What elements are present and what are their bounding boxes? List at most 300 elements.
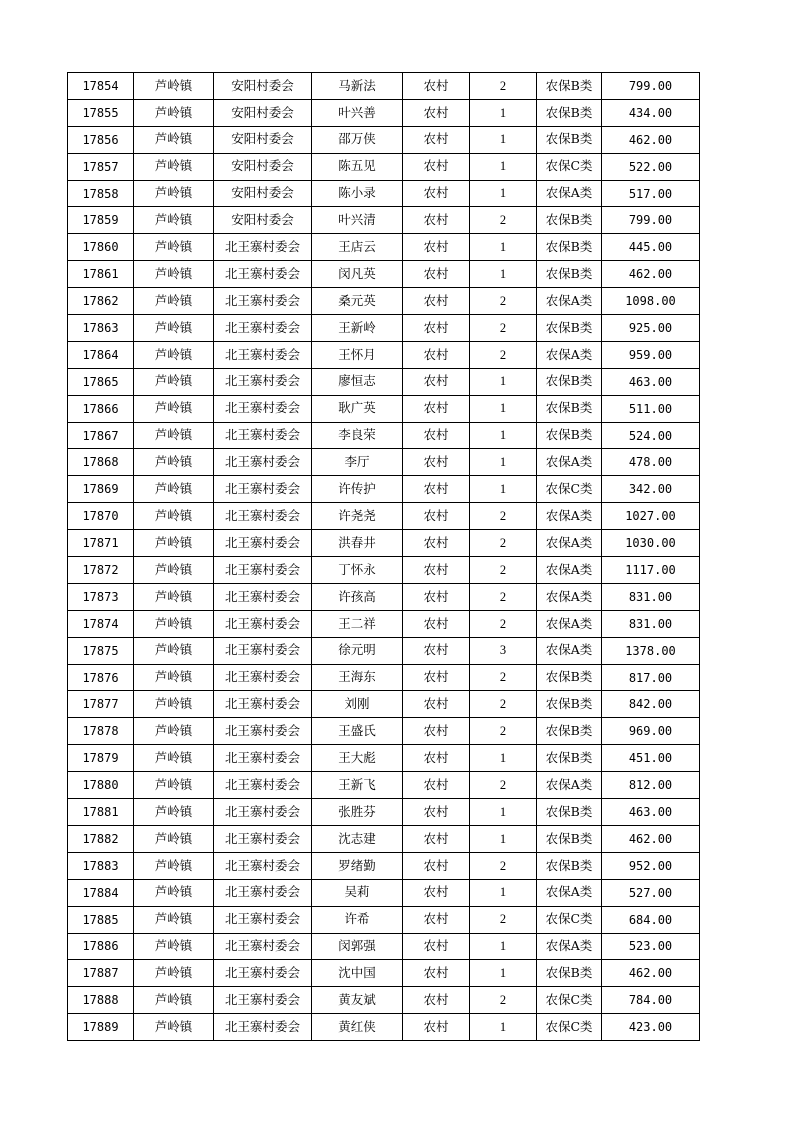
area-type-cell: 农村 [403, 153, 470, 180]
area-type-cell: 农村 [403, 960, 470, 987]
village-committee-cell: 北王寨村委会 [214, 772, 312, 799]
village-committee-cell: 北王寨村委会 [214, 691, 312, 718]
record-id-cell: 17869 [68, 476, 134, 503]
area-type-cell: 农村 [403, 180, 470, 207]
record-id-cell: 17861 [68, 261, 134, 288]
record-id-cell: 17859 [68, 207, 134, 234]
table-row [68, 261, 700, 288]
village-committee-cell: 安阳村委会 [214, 207, 312, 234]
town-cell: 芦岭镇 [134, 718, 214, 745]
household-count-cell: 2 [470, 557, 537, 584]
table-row [68, 772, 700, 799]
area-type-cell: 农村 [403, 1014, 470, 1041]
insurance-category-cell: 农保A类 [537, 341, 602, 368]
household-count-cell: 1 [470, 1014, 537, 1041]
household-count-cell: 2 [470, 530, 537, 557]
household-count-cell: 1 [470, 395, 537, 422]
insurance-category-cell: 农保B类 [537, 395, 602, 422]
insurance-category-cell: 农保B类 [537, 261, 602, 288]
household-count-cell: 1 [470, 153, 537, 180]
amount-cell: 1030.00 [602, 530, 700, 557]
amount-cell: 831.00 [602, 610, 700, 637]
table-row [68, 637, 700, 664]
person-name-cell: 王大彪 [312, 745, 403, 772]
village-committee-cell: 北王寨村委会 [214, 557, 312, 584]
household-count-cell: 2 [470, 718, 537, 745]
record-id-cell: 17876 [68, 664, 134, 691]
record-id-cell: 17858 [68, 180, 134, 207]
insurance-category-cell: 农保B类 [537, 315, 602, 342]
village-committee-cell: 北王寨村委会 [214, 745, 312, 772]
amount-cell: 445.00 [602, 234, 700, 261]
village-committee-cell: 北王寨村委会 [214, 288, 312, 315]
household-count-cell: 2 [470, 852, 537, 879]
table-row [68, 395, 700, 422]
insurance-category-cell: 农保C类 [537, 476, 602, 503]
area-type-cell: 农村 [403, 557, 470, 584]
record-id-cell: 17863 [68, 315, 134, 342]
area-type-cell: 农村 [403, 745, 470, 772]
amount-cell: 423.00 [602, 1014, 700, 1041]
area-type-cell: 农村 [403, 341, 470, 368]
household-count-cell: 1 [470, 799, 537, 826]
table-row [68, 825, 700, 852]
records-body [68, 73, 700, 1041]
town-cell: 芦岭镇 [134, 476, 214, 503]
area-type-cell: 农村 [403, 879, 470, 906]
table-row [68, 234, 700, 261]
household-count-cell: 2 [470, 503, 537, 530]
town-cell: 芦岭镇 [134, 341, 214, 368]
person-name-cell: 罗绪勤 [312, 852, 403, 879]
amount-cell: 1027.00 [602, 503, 700, 530]
table-row [68, 126, 700, 153]
person-name-cell: 叶兴善 [312, 99, 403, 126]
village-committee-cell: 北王寨村委会 [214, 933, 312, 960]
table-row [68, 207, 700, 234]
insurance-category-cell: 农保A类 [537, 503, 602, 530]
insurance-category-cell: 农保B类 [537, 99, 602, 126]
person-name-cell: 桑元英 [312, 288, 403, 315]
record-id-cell: 17880 [68, 772, 134, 799]
area-type-cell: 农村 [403, 691, 470, 718]
household-count-cell: 1 [470, 368, 537, 395]
household-count-cell: 1 [470, 745, 537, 772]
record-id-cell: 17889 [68, 1014, 134, 1041]
record-id-cell: 17868 [68, 449, 134, 476]
village-committee-cell: 北王寨村委会 [214, 503, 312, 530]
insurance-category-cell: 农保B类 [537, 852, 602, 879]
village-committee-cell: 北王寨村委会 [214, 960, 312, 987]
record-id-cell: 17874 [68, 610, 134, 637]
table-row [68, 315, 700, 342]
area-type-cell: 农村 [403, 288, 470, 315]
area-type-cell: 农村 [403, 315, 470, 342]
area-type-cell: 农村 [403, 906, 470, 933]
insurance-category-cell: 农保B类 [537, 691, 602, 718]
insurance-category-cell: 农保A类 [537, 530, 602, 557]
town-cell: 芦岭镇 [134, 99, 214, 126]
town-cell: 芦岭镇 [134, 530, 214, 557]
town-cell: 芦岭镇 [134, 449, 214, 476]
insurance-category-cell: 农保B类 [537, 960, 602, 987]
household-count-cell: 2 [470, 207, 537, 234]
area-type-cell: 农村 [403, 207, 470, 234]
record-id-cell: 17881 [68, 799, 134, 826]
record-id-cell: 17878 [68, 718, 134, 745]
insurance-category-cell: 农保C类 [537, 1014, 602, 1041]
household-count-cell: 1 [470, 933, 537, 960]
household-count-cell: 2 [470, 906, 537, 933]
area-type-cell: 农村 [403, 503, 470, 530]
town-cell: 芦岭镇 [134, 610, 214, 637]
amount-cell: 434.00 [602, 99, 700, 126]
person-name-cell: 王怀月 [312, 341, 403, 368]
person-name-cell: 吴莉 [312, 879, 403, 906]
record-id-cell: 17879 [68, 745, 134, 772]
town-cell: 芦岭镇 [134, 422, 214, 449]
table-row [68, 503, 700, 530]
table-row [68, 664, 700, 691]
town-cell: 芦岭镇 [134, 825, 214, 852]
amount-cell: 523.00 [602, 933, 700, 960]
record-id-cell: 17864 [68, 341, 134, 368]
village-committee-cell: 北王寨村委会 [214, 852, 312, 879]
village-committee-cell: 北王寨村委会 [214, 368, 312, 395]
town-cell: 芦岭镇 [134, 234, 214, 261]
household-count-cell: 1 [470, 422, 537, 449]
person-name-cell: 张胜芬 [312, 799, 403, 826]
amount-cell: 1378.00 [602, 637, 700, 664]
village-committee-cell: 北王寨村委会 [214, 906, 312, 933]
person-name-cell: 廖恒志 [312, 368, 403, 395]
insurance-category-cell: 农保B类 [537, 234, 602, 261]
table-row [68, 933, 700, 960]
person-name-cell: 闵凡英 [312, 261, 403, 288]
area-type-cell: 农村 [403, 799, 470, 826]
town-cell: 芦岭镇 [134, 503, 214, 530]
table-row [68, 449, 700, 476]
table-row [68, 799, 700, 826]
town-cell: 芦岭镇 [134, 207, 214, 234]
table-row [68, 288, 700, 315]
record-id-cell: 17871 [68, 530, 134, 557]
amount-cell: 462.00 [602, 126, 700, 153]
person-name-cell: 王新飞 [312, 772, 403, 799]
insurance-category-cell: 农保A类 [537, 557, 602, 584]
village-committee-cell: 北王寨村委会 [214, 476, 312, 503]
insurance-category-cell: 农保C类 [537, 987, 602, 1014]
household-count-cell: 2 [470, 315, 537, 342]
area-type-cell: 农村 [403, 261, 470, 288]
area-type-cell: 农村 [403, 825, 470, 852]
table-row [68, 99, 700, 126]
amount-cell: 462.00 [602, 825, 700, 852]
village-committee-cell: 北王寨村委会 [214, 422, 312, 449]
person-name-cell: 闵郭强 [312, 933, 403, 960]
table-row [68, 153, 700, 180]
amount-cell: 925.00 [602, 315, 700, 342]
town-cell: 芦岭镇 [134, 368, 214, 395]
insurance-category-cell: 农保C类 [537, 153, 602, 180]
record-id-cell: 17886 [68, 933, 134, 960]
household-count-cell: 2 [470, 987, 537, 1014]
area-type-cell: 农村 [403, 610, 470, 637]
area-type-cell: 农村 [403, 852, 470, 879]
area-type-cell: 农村 [403, 664, 470, 691]
insurance-category-cell: 农保B类 [537, 825, 602, 852]
village-committee-cell: 北王寨村委会 [214, 825, 312, 852]
household-count-cell: 2 [470, 664, 537, 691]
person-name-cell: 黄红侠 [312, 1014, 403, 1041]
person-name-cell: 许尧尧 [312, 503, 403, 530]
amount-cell: 342.00 [602, 476, 700, 503]
amount-cell: 959.00 [602, 341, 700, 368]
person-name-cell: 许希 [312, 906, 403, 933]
area-type-cell: 农村 [403, 637, 470, 664]
insurance-category-cell: 农保A类 [537, 288, 602, 315]
insurance-category-cell: 农保A类 [537, 879, 602, 906]
record-id-cell: 17888 [68, 987, 134, 1014]
village-committee-cell: 北王寨村委会 [214, 1014, 312, 1041]
household-count-cell: 1 [470, 99, 537, 126]
village-committee-cell: 北王寨村委会 [214, 315, 312, 342]
record-id-cell: 17867 [68, 422, 134, 449]
town-cell: 芦岭镇 [134, 906, 214, 933]
record-id-cell: 17883 [68, 852, 134, 879]
insurance-category-cell: 农保B类 [537, 745, 602, 772]
person-name-cell: 黄友斌 [312, 987, 403, 1014]
person-name-cell: 王新岭 [312, 315, 403, 342]
amount-cell: 462.00 [602, 261, 700, 288]
area-type-cell: 农村 [403, 368, 470, 395]
area-type-cell: 农村 [403, 126, 470, 153]
area-type-cell: 农村 [403, 933, 470, 960]
amount-cell: 527.00 [602, 879, 700, 906]
household-count-cell: 2 [470, 691, 537, 718]
insurance-category-cell: 农保B类 [537, 422, 602, 449]
village-committee-cell: 北王寨村委会 [214, 637, 312, 664]
person-name-cell: 洪春井 [312, 530, 403, 557]
amount-cell: 817.00 [602, 664, 700, 691]
town-cell: 芦岭镇 [134, 395, 214, 422]
town-cell: 芦岭镇 [134, 691, 214, 718]
insurance-category-cell: 农保A类 [537, 583, 602, 610]
table-row [68, 530, 700, 557]
area-type-cell: 农村 [403, 530, 470, 557]
insurance-category-cell: 农保B类 [537, 664, 602, 691]
person-name-cell: 沈中国 [312, 960, 403, 987]
record-id-cell: 17860 [68, 234, 134, 261]
table-row [68, 745, 700, 772]
town-cell: 芦岭镇 [134, 583, 214, 610]
amount-cell: 952.00 [602, 852, 700, 879]
area-type-cell: 农村 [403, 583, 470, 610]
town-cell: 芦岭镇 [134, 637, 214, 664]
person-name-cell: 徐元明 [312, 637, 403, 664]
village-committee-cell: 安阳村委会 [214, 153, 312, 180]
amount-cell: 842.00 [602, 691, 700, 718]
table-row [68, 368, 700, 395]
insurance-category-cell: 农保B类 [537, 73, 602, 100]
insurance-category-cell: 农保B类 [537, 126, 602, 153]
table-row [68, 1014, 700, 1041]
table-row [68, 422, 700, 449]
insurance-category-cell: 农保A类 [537, 610, 602, 637]
amount-cell: 1117.00 [602, 557, 700, 584]
household-count-cell: 1 [470, 234, 537, 261]
person-name-cell: 丁怀永 [312, 557, 403, 584]
insurance-category-cell: 农保B类 [537, 207, 602, 234]
person-name-cell: 王海东 [312, 664, 403, 691]
record-id-cell: 17877 [68, 691, 134, 718]
person-name-cell: 陈小录 [312, 180, 403, 207]
household-count-cell: 2 [470, 288, 537, 315]
town-cell: 芦岭镇 [134, 664, 214, 691]
town-cell: 芦岭镇 [134, 772, 214, 799]
table-row [68, 557, 700, 584]
household-count-cell: 1 [470, 825, 537, 852]
table-row [68, 73, 700, 100]
village-committee-cell: 北王寨村委会 [214, 610, 312, 637]
table-row [68, 691, 700, 718]
record-id-cell: 17866 [68, 395, 134, 422]
household-count-cell: 2 [470, 73, 537, 100]
record-id-cell: 17870 [68, 503, 134, 530]
household-count-cell: 1 [470, 261, 537, 288]
amount-cell: 462.00 [602, 960, 700, 987]
village-committee-cell: 北王寨村委会 [214, 718, 312, 745]
town-cell: 芦岭镇 [134, 960, 214, 987]
amount-cell: 478.00 [602, 449, 700, 476]
person-name-cell: 邵万侠 [312, 126, 403, 153]
person-name-cell: 李良荣 [312, 422, 403, 449]
table-row [68, 960, 700, 987]
person-name-cell: 王二祥 [312, 610, 403, 637]
records-table [67, 72, 700, 1041]
insurance-category-cell: 农保B类 [537, 718, 602, 745]
town-cell: 芦岭镇 [134, 73, 214, 100]
amount-cell: 451.00 [602, 745, 700, 772]
area-type-cell: 农村 [403, 395, 470, 422]
insurance-category-cell: 农保A类 [537, 449, 602, 476]
record-id-cell: 17885 [68, 906, 134, 933]
table-row [68, 583, 700, 610]
area-type-cell: 农村 [403, 422, 470, 449]
amount-cell: 511.00 [602, 395, 700, 422]
person-name-cell: 许孩高 [312, 583, 403, 610]
household-count-cell: 2 [470, 610, 537, 637]
person-name-cell: 陈五见 [312, 153, 403, 180]
table-row [68, 476, 700, 503]
town-cell: 芦岭镇 [134, 557, 214, 584]
town-cell: 芦岭镇 [134, 153, 214, 180]
record-id-cell: 17872 [68, 557, 134, 584]
amount-cell: 831.00 [602, 583, 700, 610]
record-id-cell: 17875 [68, 637, 134, 664]
person-name-cell: 许传护 [312, 476, 403, 503]
village-committee-cell: 北王寨村委会 [214, 583, 312, 610]
household-count-cell: 1 [470, 180, 537, 207]
town-cell: 芦岭镇 [134, 987, 214, 1014]
record-id-cell: 17854 [68, 73, 134, 100]
town-cell: 芦岭镇 [134, 1014, 214, 1041]
town-cell: 芦岭镇 [134, 933, 214, 960]
town-cell: 芦岭镇 [134, 126, 214, 153]
village-committee-cell: 北王寨村委会 [214, 449, 312, 476]
insurance-category-cell: 农保A类 [537, 180, 602, 207]
insurance-category-cell: 农保B类 [537, 799, 602, 826]
amount-cell: 969.00 [602, 718, 700, 745]
amount-cell: 684.00 [602, 906, 700, 933]
record-id-cell: 17882 [68, 825, 134, 852]
amount-cell: 517.00 [602, 180, 700, 207]
record-id-cell: 17884 [68, 879, 134, 906]
household-count-cell: 3 [470, 637, 537, 664]
person-name-cell: 李厅 [312, 449, 403, 476]
area-type-cell: 农村 [403, 476, 470, 503]
village-committee-cell: 北王寨村委会 [214, 664, 312, 691]
record-id-cell: 17857 [68, 153, 134, 180]
amount-cell: 812.00 [602, 772, 700, 799]
household-count-cell: 1 [470, 126, 537, 153]
record-id-cell: 17856 [68, 126, 134, 153]
record-id-cell: 17855 [68, 99, 134, 126]
person-name-cell: 叶兴清 [312, 207, 403, 234]
household-count-cell: 2 [470, 341, 537, 368]
amount-cell: 463.00 [602, 799, 700, 826]
record-id-cell: 17887 [68, 960, 134, 987]
town-cell: 芦岭镇 [134, 879, 214, 906]
table-row [68, 852, 700, 879]
person-name-cell: 马新法 [312, 73, 403, 100]
table-row [68, 341, 700, 368]
village-committee-cell: 北王寨村委会 [214, 341, 312, 368]
village-committee-cell: 北王寨村委会 [214, 395, 312, 422]
area-type-cell: 农村 [403, 449, 470, 476]
amount-cell: 522.00 [602, 153, 700, 180]
village-committee-cell: 北王寨村委会 [214, 530, 312, 557]
table-row [68, 879, 700, 906]
insurance-category-cell: 农保A类 [537, 637, 602, 664]
village-committee-cell: 北王寨村委会 [214, 234, 312, 261]
record-id-cell: 17865 [68, 368, 134, 395]
insurance-category-cell: 农保A类 [537, 772, 602, 799]
town-cell: 芦岭镇 [134, 288, 214, 315]
person-name-cell: 王盛氏 [312, 718, 403, 745]
town-cell: 芦岭镇 [134, 315, 214, 342]
household-count-cell: 2 [470, 583, 537, 610]
table-row [68, 610, 700, 637]
insurance-category-cell: 农保C类 [537, 906, 602, 933]
village-committee-cell: 安阳村委会 [214, 99, 312, 126]
amount-cell: 799.00 [602, 73, 700, 100]
person-name-cell: 沈志建 [312, 825, 403, 852]
town-cell: 芦岭镇 [134, 799, 214, 826]
table-row [68, 987, 700, 1014]
area-type-cell: 农村 [403, 99, 470, 126]
town-cell: 芦岭镇 [134, 745, 214, 772]
household-count-cell: 1 [470, 879, 537, 906]
amount-cell: 784.00 [602, 987, 700, 1014]
table-row [68, 180, 700, 207]
amount-cell: 463.00 [602, 368, 700, 395]
town-cell: 芦岭镇 [134, 180, 214, 207]
area-type-cell: 农村 [403, 73, 470, 100]
record-id-cell: 17873 [68, 583, 134, 610]
village-committee-cell: 北王寨村委会 [214, 987, 312, 1014]
area-type-cell: 农村 [403, 234, 470, 261]
